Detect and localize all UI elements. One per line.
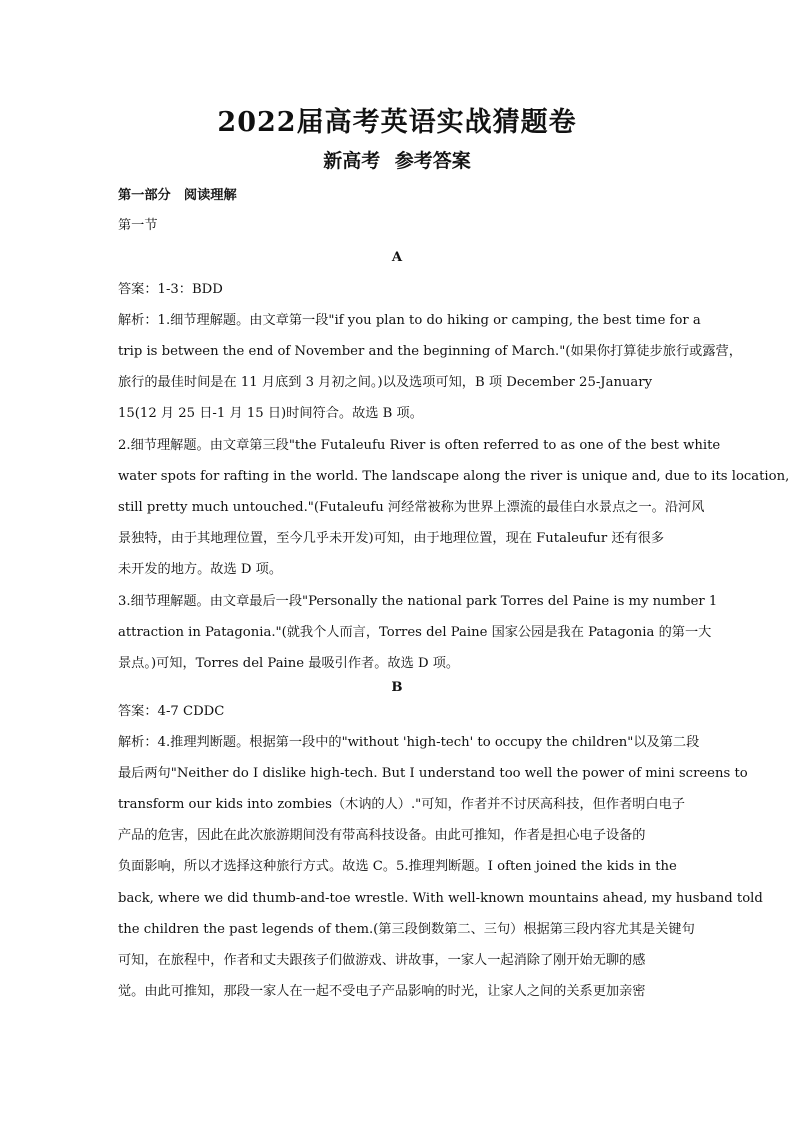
passage-a-line: 景点。)可知，Torres del Paine 最吸引作者。故选 D 项。	[118, 656, 460, 671]
passage-a-line: still pretty much untouched."(Futaleufu 河经常被称为世界上漂流的最佳白水景点之一。沿河风	[118, 500, 705, 515]
passage-a-line: water spots for rafting in the world. The landscape along the river is unique and, due to its location,	[118, 469, 790, 484]
passage-a-line: 解析：1.细节理解题。由文章第一段"if you plan to do hiking or camping, the best time for a	[118, 313, 701, 328]
passage-b-answer: 答案：4-7 CDDC	[118, 704, 225, 719]
passage-b-line: 产品的危害，因此在此次旅游期间没有带高科技设备。由此可推知，作者是担心电子设备的	[118, 828, 646, 843]
page-subtitle: 新高考 参考答案	[323, 150, 471, 172]
passage-b-line: 负面影响，所以才选择这种旅行方式。故选 C。5.推理判断题。I often joined the kids in the	[118, 859, 677, 874]
passage-b-line: 最后两句"Neither do I dislike high-tech. But I understand too well the power of mini screens to	[118, 766, 748, 781]
passage-a-line: 2.细节理解题。由文章第三段"the Futaleufu River is often referred to as one of the best white	[118, 438, 721, 453]
passage-b-line: back, where we did thumb-and-toe wrestle. With well-known mountains ahead, my husband told	[118, 891, 763, 906]
passage-a-line: 旅行的最佳时间是在 11 月底到 3 月初之间。)以及选项可知，B 项 December 25-January	[118, 375, 653, 390]
passage-a-line: trip is between the end of November and the beginning of March."(如果你打算徒步旅行或露营，	[118, 344, 742, 359]
page-title: 2022届高考英语实战猜题卷	[217, 107, 577, 138]
passage-a-answer: 答案：1-3：BDD	[118, 282, 223, 297]
passage-a-line: 15(12 月 25 日-1 月 15 日)时间符合。故选 B 项。	[118, 406, 423, 421]
passage-a-label: A	[391, 250, 403, 265]
passage-b-line: the children the past legends of them.(第三段倒数第二、三句）根据第三段内容尤其是关键句	[118, 922, 695, 937]
passage-b-label: B	[391, 680, 403, 695]
passage-b-line: 可知，在旅程中，作者和丈夫跟孩子们做游戏、讲故事，一家人一起消除了刚开始无聊的感	[118, 953, 646, 968]
passage-a-line: 景独特，由于其地理位置，至今几乎未开发)可知，由于地理位置，现在 Futaleufur 还有很多	[118, 531, 665, 546]
passage-b-line: transform our kids into zombies（木讷的人）."可知，作者并不讨厌高科技，但作者明白电子	[118, 797, 685, 812]
section-heading: 第一部分 阅读理解	[118, 188, 237, 203]
passage-a-line: attraction in Patagonia."(就我个人而言，Torres del Paine 国家公园是我在 Patagonia 的第一大	[118, 625, 712, 640]
passage-b-line: 解析：4.推理判断题。根据第一段中的"without 'high-tech' to occupy the children"以及第二段	[118, 735, 700, 750]
passage-b-line: 觉。由此可推知，那段一家人在一起不受电子产品影响的时光，让家人之间的关系更加亲密	[118, 984, 646, 999]
subsection-heading: 第一节	[118, 218, 158, 233]
passage-a-line: 未开发的地方。故选 D 项。	[118, 562, 283, 577]
passage-a-line: 3.细节理解题。由文章最后一段"Personally the national park Torres del Paine is my number 1	[118, 594, 718, 609]
